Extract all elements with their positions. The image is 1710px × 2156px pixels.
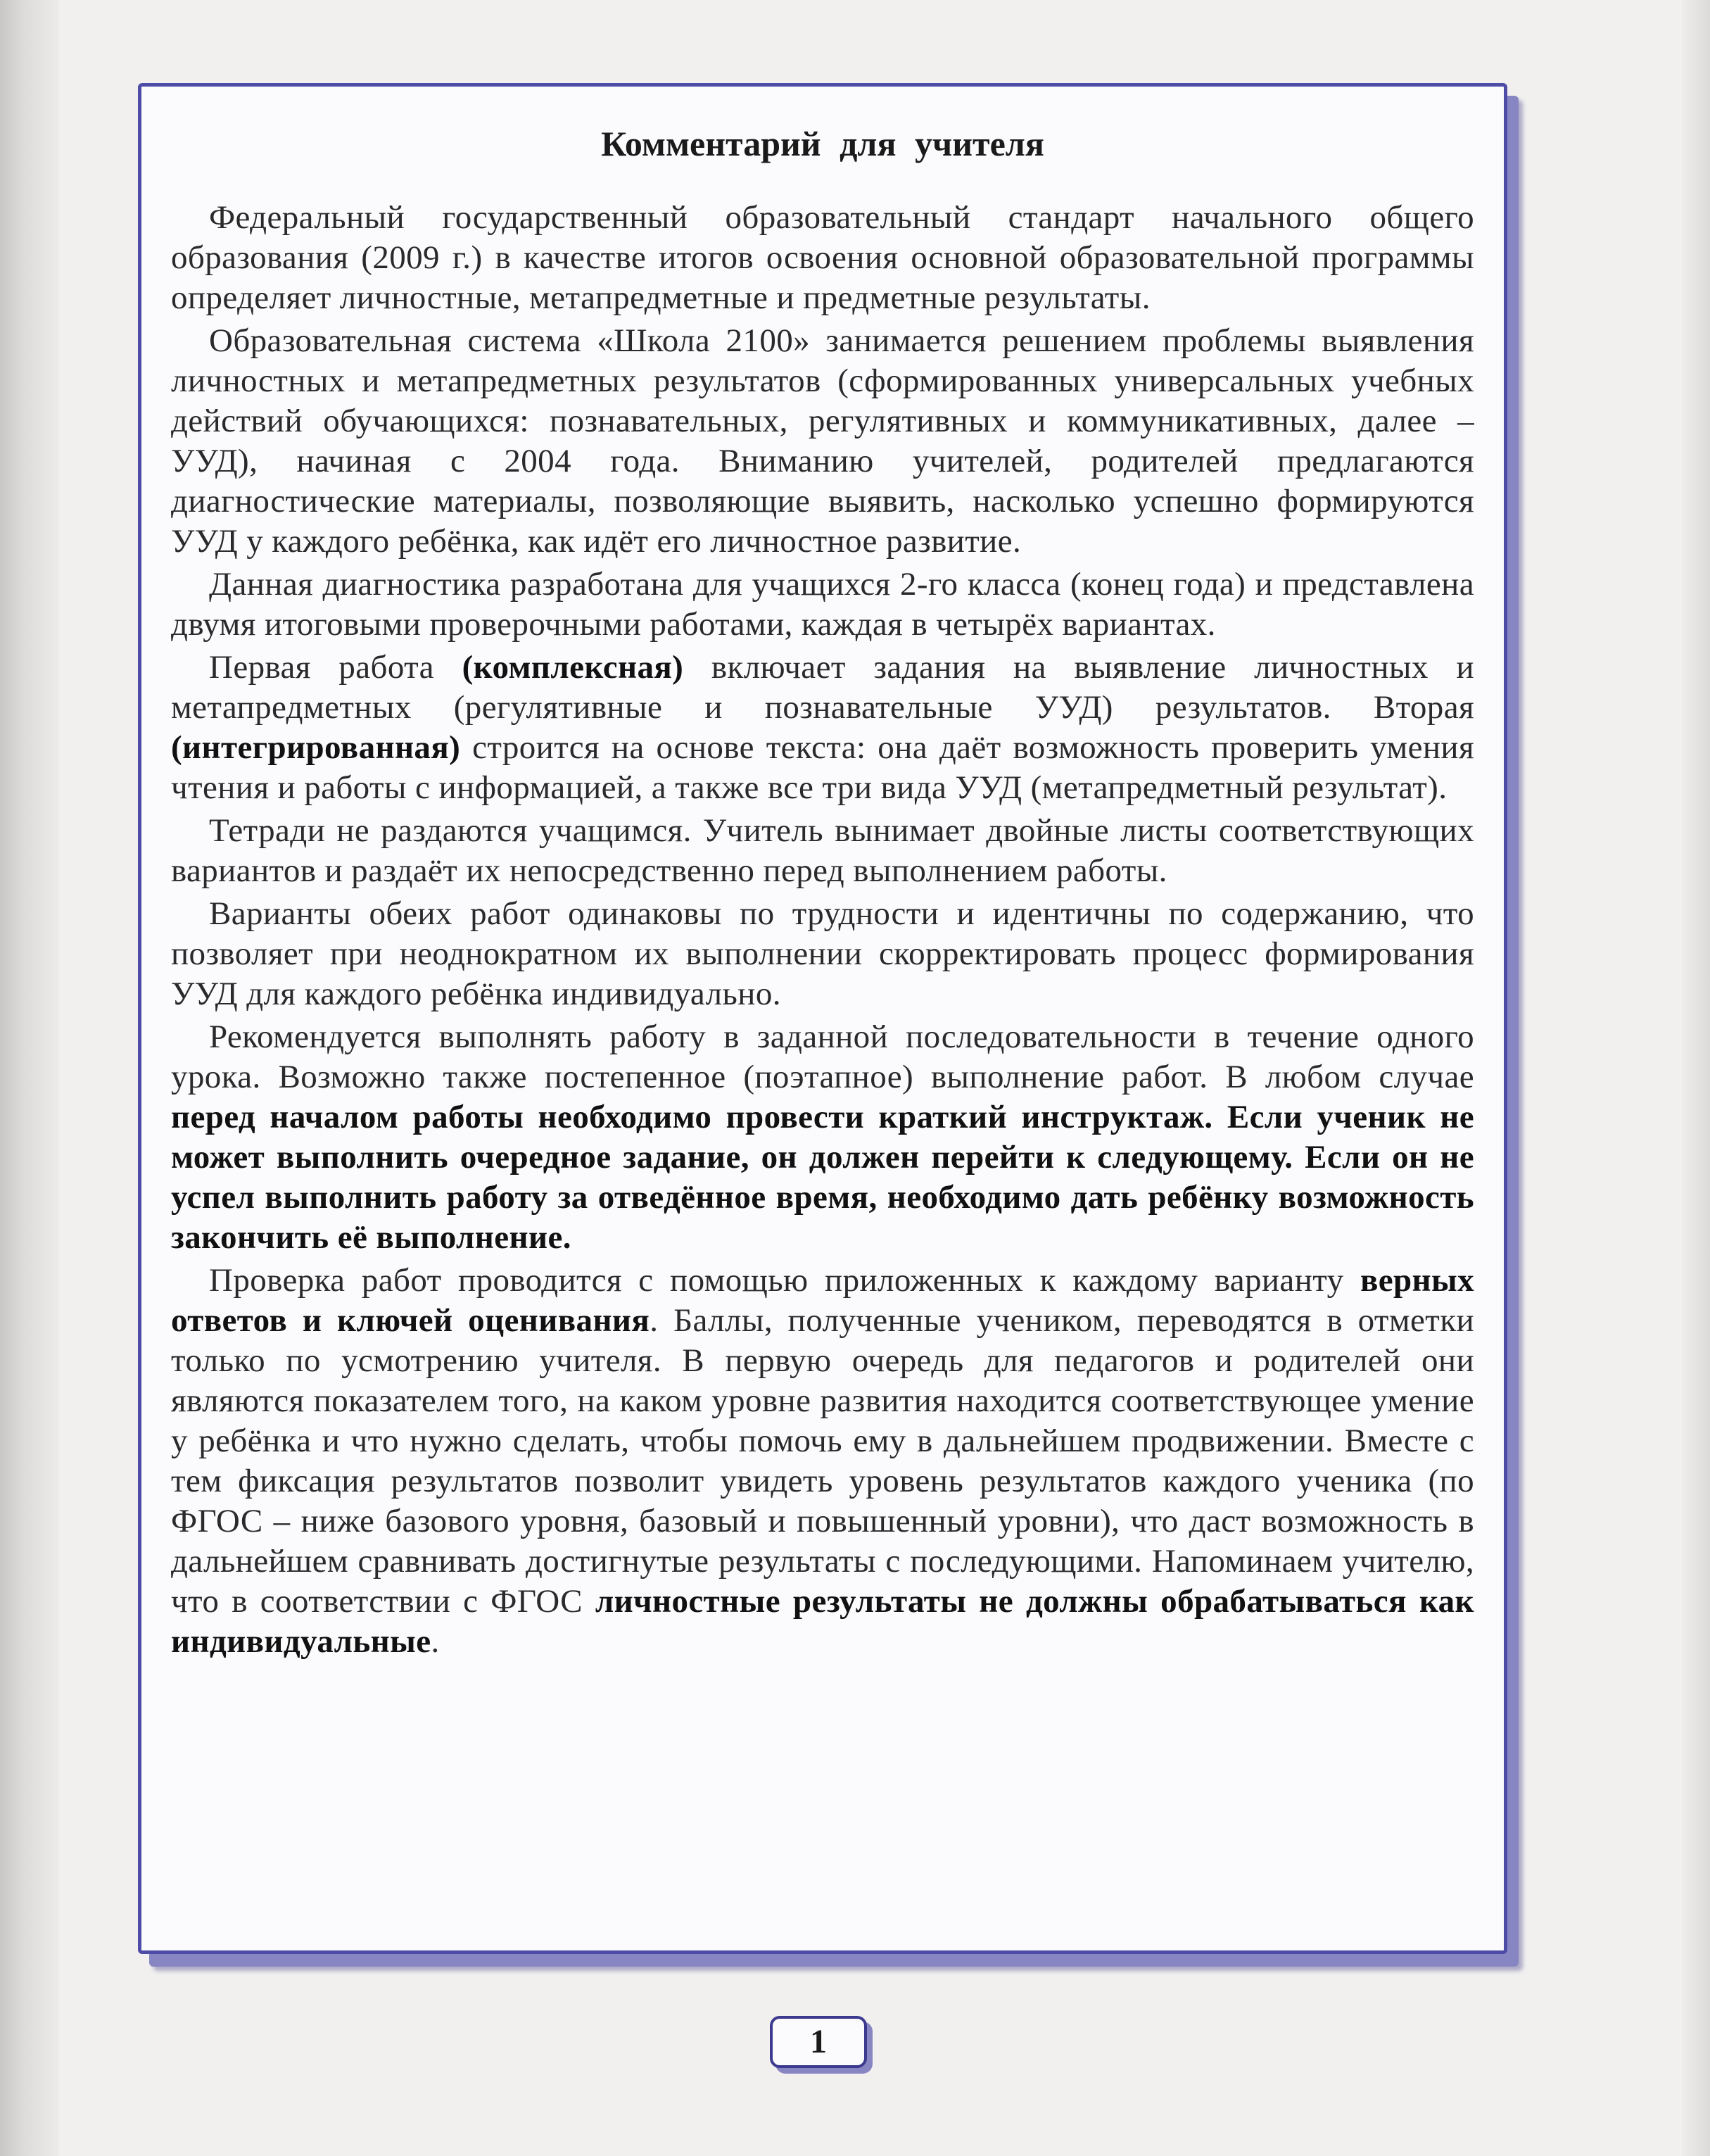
text-run: Проверка работ проводится с помощью приложенных к каждому варианту (209, 1262, 1360, 1299)
bold-text: верных ответов и ключей оценивания (171, 1262, 1474, 1339)
page-fold-shadow (0, 0, 59, 2156)
paragraph-8 (171, 1261, 1474, 1662)
body-text (171, 198, 1474, 1662)
bold-text: (комплексная) (462, 649, 684, 686)
paragraph-4 (171, 648, 1474, 808)
text-run: Тетради не раздаются учащимся. Учитель вынимает двойные листы соответствующих вариантов и раздаёт их непосредственно перед выполнением работы. (171, 812, 1474, 889)
paragraph-6 (171, 894, 1474, 1014)
paragraph-7 (171, 1017, 1474, 1258)
bold-text: личностные результаты не должны обрабатываться как индивидуальные (171, 1583, 1474, 1660)
page-right-edge (1682, 0, 1710, 2156)
text-run: . (431, 1623, 440, 1660)
text-run: Первая работа (209, 649, 462, 686)
content-frame (138, 83, 1507, 1954)
paragraph-3 (171, 565, 1474, 645)
text-run: Федеральный государственный образовательный стандарт начального общего образования (2009 г.) в качестве итогов освоения основной образовательной программы определяет личностные, метапредметные и предметные результаты. (171, 199, 1474, 316)
text-run: Рекомендуется выполнять работу в заданной последовательности в течение одного урока. Возможно также постепенное (поэтапное) выполнение работ. В любом случае (171, 1019, 1474, 1095)
paragraph-5 (171, 811, 1474, 891)
paragraph-1 (171, 198, 1474, 318)
text-run: строится на основе текста: она даёт возможность проверить умения чтения и работы с информацией, а также все три вида УУД (метапредметный результат). (171, 729, 1474, 806)
text-run: Образовательная система «Школа 2100» занимается решением проблемы выявления личностных и метапредметных результатов (сформированных универсальных учебных действий обучающихся: познавательных, регулятивных и коммуникативных, далее – УУД), начиная с 2004 года. Вниманию учителей, родителей предлагаются диагностические материалы, позволяющие выявить, насколько успешно формируются УУД у каждого ребёнка, как идёт его личностное развитие. (171, 322, 1474, 560)
page-number: 1 (770, 2016, 867, 2068)
page-title: Комментарий для учителя (601, 124, 1044, 163)
paragraph-2 (171, 321, 1474, 562)
text-run: Варианты обеих работ одинаковы по трудности и идентичны по содержанию, что позволяет при неоднократном их выполнении скорректировать процесс формирования УУД для каждого ребёнка индивидуально. (171, 895, 1474, 1012)
bold-text: (интегрированная) (171, 729, 461, 766)
text-run: включает задания на выявление личностных и метапредметных (регулятивные и познавательные УУД) результатов. Вторая (171, 649, 1474, 726)
bold-text: перед началом работы необходимо провести краткий инструктаж. Если ученик не может выполнить очередное задание, он должен перейти к следующему. Если он не успел выполнить работу за отведённое время, необходимо дать ребёнку возможность закончить её выполнение. (171, 1099, 1474, 1256)
text-run: . Баллы, полученные учеником, переводятся в отметки только по усмотрению учителя. В первую очередь для педагогов и родителей они являются показателем того, на каком уровне развития находится соответствующее умение у ребёнка и что нужно сделать, чтобы помочь ему в дальнейшем продвижении. Вместе с тем фиксация результатов позволит увидеть уровень результатов каждого ученика (по ФГОС – ниже базового уровня, базовый и повышенный уровни), что даст возможность в дальнейшем сравнивать достигнутые результаты с последующими. Напоминаем учителю, что в соответствии с ФГОС (171, 1302, 1474, 1620)
text-run: Данная диагностика разработана для учащихся 2-го класса (конец года) и представлена двумя итоговыми проверочными работами, каждая в четырёх вариантах. (171, 566, 1474, 643)
